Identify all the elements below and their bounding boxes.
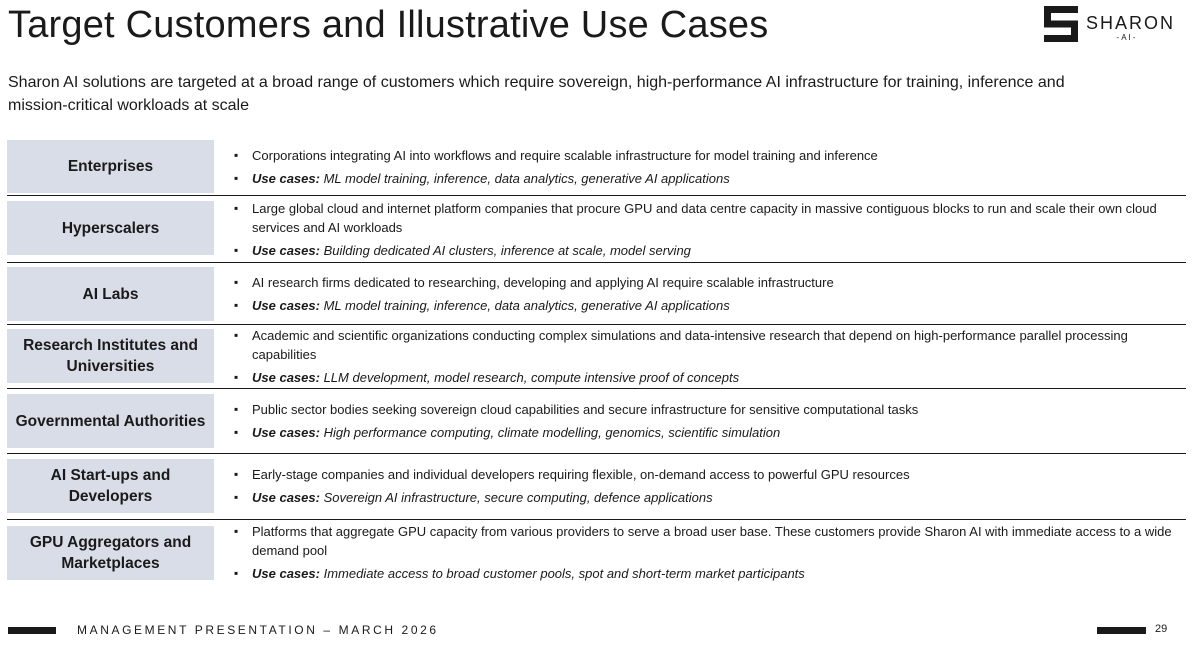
description-bullet: ▪ Public sector bodies seeking sovereign cloud capabilities and secure infrastructure for sensitive computational tasks — [234, 400, 1184, 419]
customer-row-enterprises — [7, 137, 1186, 196]
footer-bar-left — [8, 627, 56, 634]
sharon-logo-icon — [1044, 6, 1078, 42]
use-cases-text: ML model training, inference, data analytics, generative AI applications — [323, 298, 730, 313]
page-subtitle: Sharon AI solutions are targeted at a broad range of customers which require sovereign, high-performance AI infrastructure for training, inference and mission-critical workloads at scale — [8, 74, 1065, 114]
footer-text: MANAGEMENT PRESENTATION – MARCH 2026 — [77, 623, 439, 637]
use-cases-bullet — [234, 296, 1184, 315]
use-cases-bullet — [234, 368, 1184, 387]
use-cases-text: ML model training, inference, data analytics, generative AI applications — [323, 171, 730, 186]
use-cases-text: Sovereign AI infrastructure, secure computing, defence applications — [323, 490, 713, 505]
description-bullet: ▪ Corporations integrating AI into workflows and require scalable infrastructure for model training and inference — [234, 146, 1184, 165]
use-cases-bullet — [234, 488, 1184, 507]
category-label: AI Start-ups and Developers — [7, 459, 214, 513]
description-bullet: ▪ Large global cloud and internet platform companies that procure GPU and data centre capacity in massive contiguous blocks to run and scale their own cloud services and AI workloads — [234, 199, 1184, 237]
category-label: Governmental Authorities — [7, 394, 214, 448]
description-bullet: ▪ Early-stage companies and individual developers requiring flexible, on-demand access to powerful GPU resources — [234, 465, 1184, 484]
description-bullet: ▪ Academic and scientific organizations conducting complex simulations and data-intensive research that depend on high-performance parallel processing capabilities — [234, 326, 1184, 364]
customer-row-ai-startups — [7, 456, 1186, 520]
customer-row-governmental-authorities — [7, 391, 1186, 454]
use-cases-label: Use cases: — [252, 171, 320, 186]
use-cases-text: High performance computing, climate modelling, genomics, scientific simulation — [323, 425, 781, 440]
logo-name: SHARON — [1086, 13, 1176, 33]
description-bullet: ▪ AI research firms dedicated to researching, developing and applying AI require scalable infrastructure — [234, 273, 1184, 292]
category-label: Enterprises — [7, 140, 214, 193]
use-cases-label: Use cases: — [252, 425, 320, 440]
use-cases-bullet — [234, 564, 1184, 583]
use-cases-label: Use cases: — [252, 298, 320, 313]
use-cases-label: Use cases: — [252, 490, 320, 505]
page-number: 29 — [1155, 623, 1168, 635]
category-label: GPU Aggregators and Marketplaces — [7, 526, 214, 580]
category-label: AI Labs — [7, 267, 214, 321]
use-cases-text: Building dedicated AI clusters, inference at scale, model serving — [323, 243, 691, 258]
use-cases-text: LLM development, model research, compute intensive proof of concepts — [323, 370, 740, 385]
use-cases-text: Immediate access to broad customer pools, spot and short-term market participants — [323, 566, 805, 581]
category-label: Research Institutes and Universities — [7, 329, 214, 383]
description-bullet: ▪ Platforms that aggregate GPU capacity from various providers to serve a broad user base. These customers provide Sharon AI with immediate access to a wide demand pool — [234, 522, 1184, 560]
category-label: Hyperscalers — [7, 201, 214, 255]
use-cases-bullet — [234, 423, 1184, 442]
logo-subtext: -AI- — [1116, 33, 1138, 42]
customer-row-gpu-aggregators — [7, 521, 1186, 585]
customer-row-ai-labs — [7, 264, 1186, 325]
sharon-ai-logo — [1044, 6, 1174, 46]
footer-bar-right — [1097, 627, 1146, 634]
use-cases-label: Use cases: — [252, 370, 320, 385]
page-title: Target Customers and Illustrative Use Cases — [8, 4, 769, 46]
use-cases-label: Use cases: — [252, 243, 320, 258]
customer-row-research-institutes — [7, 326, 1186, 389]
use-cases-bullet — [234, 169, 1184, 188]
customer-row-hyperscalers — [7, 198, 1186, 263]
use-cases-label: Use cases: — [252, 566, 320, 581]
use-cases-bullet — [234, 241, 1184, 260]
